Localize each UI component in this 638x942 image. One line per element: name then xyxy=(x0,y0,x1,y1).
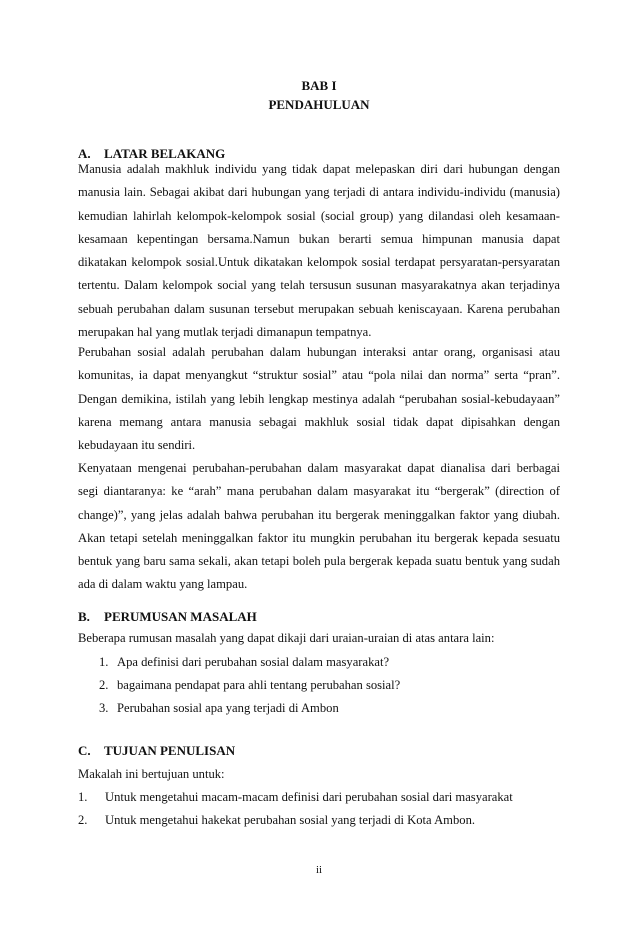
list-item-text: Untuk mengetahui macam-macam definisi dari perubahan sosial dari masyarakat xyxy=(105,790,513,804)
chapter-title: PENDAHULUAN xyxy=(268,97,370,112)
section-a-title: LATAR BELAKANG xyxy=(104,146,226,161)
section-c-intro: Makalah ini bertujuan untuk: xyxy=(78,767,225,781)
section-c-title: TUJUAN PENULISAN xyxy=(104,743,236,758)
list-item xyxy=(99,655,389,670)
section-b-number: B. xyxy=(78,609,90,624)
section-c-number: C. xyxy=(78,743,91,758)
list-item-number: 3. xyxy=(99,701,109,715)
list-item-text: Apa definisi dari perubahan sosial dalam masyarakat? xyxy=(117,655,390,669)
section-a-paragraph-1: Manusia adalah makhluk individu yang tidak dapat melepaskan diri dari hubungan dengan manusia lain. Sebagai akibat dari hubungan yang terjadi di antara individu-individu (manusia) kemudian lahirlah kelompok-kelompok sosial (social group) yang dilandasi oleh kesamaan-kesamaan kepentingan bersama.Namun bukan berarti semua himpunan manusia dapat dikatakan kelompok sosial.Untuk dikatakan kelompok sosial terdapat persyaratan-persyaratan tertentu. Dalam kelompok social yang telah tersusun susunan masyarakatnya akan terjadinya sebuah perubahan dalam susunan tersebut merupakan sebuah keniscayaan. Karena perubahan merupakan hal yang mutlak terjadi dimanapun tempatnya. xyxy=(78,162,560,340)
list-item xyxy=(99,701,339,716)
section-a-number: A. xyxy=(78,146,91,161)
section-b-intro: Beberapa rumusan masalah yang dapat dikaji dari uraian-uraian di atas antara lain: xyxy=(78,631,495,645)
list-item xyxy=(99,678,400,693)
list-item xyxy=(78,813,475,828)
section-b-heading xyxy=(78,609,257,625)
section-a-paragraph-3: Kenyataan mengenai perubahan-perubahan dalam masyarakat dapat dianalisa dari berbagai segi diantaranya: ke “arah” mana perubahan dalam masyarakat itu “bergerak” (direction of change)”, yang jelas adalah bahwa perubahan itu bergerak meninggalkan faktor yang diubah. Akan tetapi setelah meninggalkan faktor itu mungkin perubahan itu bergerak kepada sesuatu bentuk yang baru sama sekali, akan tetapi boleh pula bergerak kepada suatu bentuk yang sudah ada di dalam waktu yang lampau. xyxy=(78,461,560,592)
list-item-number: 1. xyxy=(99,655,109,669)
chapter-label: BAB I xyxy=(301,78,337,93)
list-item-text: Perubahan sosial apa yang terjadi di Ambon xyxy=(117,701,339,715)
section-a-paragraph-2: Perubahan sosial adalah perubahan dalam hubungan interaksi antar orang, organisasi atau komunitas, ia dapat menyangkut “struktur sosial” atau “pola nilai dan norma” serta “pran”. Dengan demikina, istilah yang lebih lengkap mestinya adalah “perubahan sosial-kebudayaan” karena memang antara manusia sebagai makhluk sosial tidak dapat dipisahkan dengan kebudayaan itu sendiri. xyxy=(78,345,560,453)
page-number: ii xyxy=(315,864,323,876)
section-c-heading xyxy=(78,743,235,759)
list-item-text: bagaimana pendapat para ahli tentang perubahan sosial? xyxy=(117,678,401,692)
list-item-number: 2. xyxy=(78,813,88,827)
list-item-number: 2. xyxy=(99,678,109,692)
list-item xyxy=(78,790,513,805)
list-item-text: Untuk mengetahui hakekat perubahan sosial yang terjadi di Kota Ambon. xyxy=(105,813,476,827)
list-item-number: 1. xyxy=(78,790,88,804)
section-b-title: PERUMUSAN MASALAH xyxy=(104,609,257,624)
